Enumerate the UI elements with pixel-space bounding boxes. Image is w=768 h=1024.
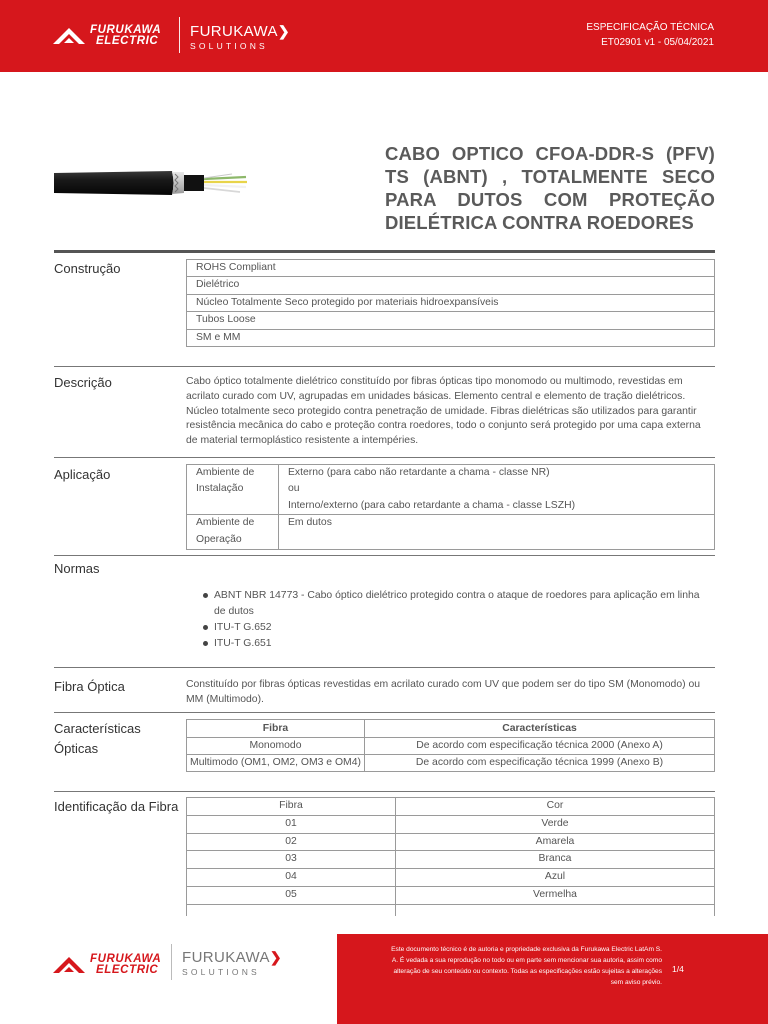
section-label-construcao: Construção [54, 261, 121, 276]
footer-legal-notice: Este documento técnico é de autoria e propriedade exclusiva da Furukawa Electric LatAm S. A. É vedada a sua reprodução no todo ou em parte sem mencionar sua autoria, assim como alteração de seu conteúdo ou contexto. Todas as especificações estão sujeitas a alterações sem aviso prévio. [391, 946, 662, 986]
section-label-fibra-optica: Fibra Óptica [54, 679, 125, 694]
fibra-number: 02 [187, 833, 396, 851]
construcao-table [186, 259, 715, 347]
table-row [187, 886, 715, 904]
construcao-item: ROHS Compliant [187, 260, 715, 277]
fibra-color: Azul [396, 869, 715, 887]
caracteristicas-table [186, 719, 715, 772]
aplicacao-value: Em dutos [279, 515, 715, 550]
fibra-number: 03 [187, 851, 396, 869]
section-divider [54, 791, 715, 792]
solutions-brand-sub: SOLUTIONS [190, 41, 268, 51]
page-title: CABO OPTICO CFOA-DDR-S (PFV) TS (ABNT) , TOTALMENTE SECO PARA DUTOS COM PROTEÇÃO DIELÉTRICA CONTRA ROEDORES [385, 143, 715, 233]
column-header: Fibra [187, 720, 365, 738]
empty-cell [396, 904, 715, 916]
chevron-right-icon: ❯ [269, 949, 283, 965]
furukawa-solutions-logo [190, 24, 290, 52]
aplicacao-value: Externo (para cabo não retardante a chama - classe NR) ou Interno/externo (para cabo retardante a chama - classe LSZH) [279, 465, 715, 515]
construcao-item: SM e MM [187, 329, 715, 346]
section-label-aplicacao: Aplicação [54, 467, 111, 482]
section-divider [54, 457, 715, 458]
descricao-text: Cabo óptico totalmente dielétrico constituído por fibras ópticas tipo monomodo ou multimodo, revestidas em acrilato curado com UV, agrupadas em unidades básicas. Elemento central e elemento de tração dielétricos. Núcleo totalmente seco protegido contra penetração de umidade. Fibras dielétricas são utilizados para garantir resistência mecânica do cabo e proteção contra roedores, todo o conjunto será protegido por uma capa externa de material termoplástico resistente a intempéries. [186, 376, 701, 447]
table-header-row [187, 720, 715, 738]
section-divider [54, 667, 715, 668]
caracteristica-cell: De acordo com especificação técnica 2000 (Anexo A) [365, 738, 715, 755]
fibra-cell: Monomodo [187, 738, 365, 755]
logo-divider [179, 17, 180, 53]
construcao-item: Dielétrico [187, 277, 715, 294]
fibra-number: 01 [187, 815, 396, 833]
footer-furukawa-solutions-logo [182, 950, 282, 978]
section-divider [54, 366, 715, 367]
fibra-number: 04 [187, 869, 396, 887]
section-label-descricao: Descrição [54, 375, 112, 390]
aplicacao-key: Ambiente de Operação [187, 515, 279, 550]
brand-word-electric: ELECTRIC [96, 35, 159, 47]
table-row [187, 277, 715, 294]
table-header-row [187, 798, 715, 816]
table-row [187, 833, 715, 851]
table-row [187, 515, 715, 550]
section-label-normas: Normas [54, 561, 100, 576]
brand-word-furukawa: FURUKAWA [90, 24, 162, 36]
list-item: ITU-T G.651 [214, 636, 714, 652]
table-row [187, 260, 715, 277]
list-item: ABNT NBR 14773 - Cabo óptico dielétrico protegido contra o ataque de roedores para aplicação em linha de dutos [214, 588, 714, 620]
table-row [187, 329, 715, 346]
solutions-brand-title: FURUKAWA [190, 23, 278, 40]
column-header: Fibra [187, 798, 396, 816]
document-type: ESPECIFICAÇÃO TÉCNICA [586, 22, 714, 33]
cable-image [54, 160, 254, 206]
furukawa-logo-icon [52, 956, 86, 976]
fibra-number: 05 [187, 886, 396, 904]
header-bar [0, 0, 768, 72]
table-row [187, 312, 715, 329]
fibra-color: Vermelha [396, 886, 715, 904]
fibra-color: Branca [396, 851, 715, 869]
aplicacao-table [186, 464, 715, 550]
fibra-color: Amarela [396, 833, 715, 851]
fibra-color: Verde [396, 815, 715, 833]
page-number: 1/4 [672, 964, 684, 974]
table-row [187, 904, 715, 916]
section-divider [54, 555, 715, 556]
section-divider [54, 712, 715, 713]
logo-divider [171, 944, 172, 980]
footer-furukawa-electric-logo [52, 954, 172, 978]
construcao-item: Núcleo Totalmente Seco protegido por materiais hidroexpansíveis [187, 294, 715, 311]
table-row [187, 869, 715, 887]
solutions-brand-sub: SOLUTIONS [182, 967, 260, 977]
fibra-cell: Multimodo (OM1, OM2, OM3 e OM4) [187, 755, 365, 772]
title-divider [54, 250, 715, 253]
furukawa-logo-icon [52, 27, 86, 47]
table-row [187, 294, 715, 311]
table-row [187, 738, 715, 755]
fibra-optica-text: Constituído por fibras ópticas revestidas em acrilato curado com UV que podem ser do tipo SM (Monomodo) ou MM (Multimodo). [186, 679, 701, 705]
construcao-item: Tubos Loose [187, 312, 715, 329]
column-header: Características [365, 720, 715, 738]
normas-list [214, 588, 714, 652]
table-row [187, 755, 715, 772]
document-meta [586, 20, 714, 50]
brand-word-furukawa: FURUKAWA [90, 953, 162, 965]
chevron-right-icon: ❯ [277, 23, 291, 39]
table-row [187, 815, 715, 833]
column-header: Cor [396, 798, 715, 816]
document-id: ET02901 v1 - 05/04/2021 [601, 37, 714, 48]
caracteristica-cell: De acordo com especificação técnica 1999 (Anexo B) [365, 755, 715, 772]
identificacao-table [186, 797, 715, 916]
aplicacao-key: Ambiente de Instalação [187, 465, 279, 515]
section-label-caracteristicas: Características Ópticas [54, 721, 141, 756]
empty-cell [187, 904, 396, 916]
table-row [187, 851, 715, 869]
brand-word-electric: ELECTRIC [96, 964, 159, 976]
solutions-brand-title: FURUKAWA [182, 949, 270, 966]
section-label-identificacao: Identificação da Fibra [54, 799, 179, 814]
table-row [187, 465, 715, 515]
furukawa-electric-logo [52, 25, 172, 49]
list-item: ITU-T G.652 [214, 620, 714, 636]
